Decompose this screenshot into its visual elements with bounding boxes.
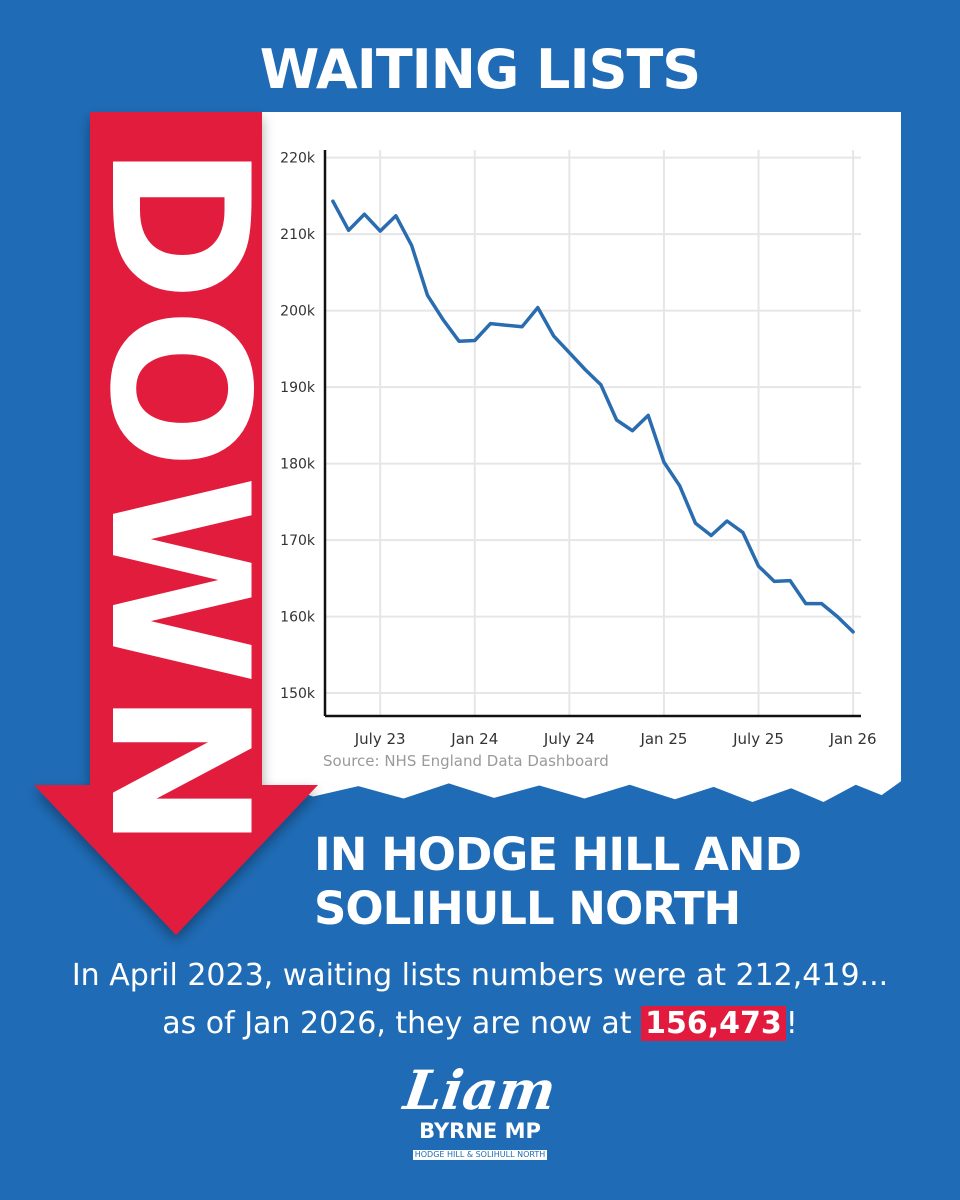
x-tick-label: Jan 24 xyxy=(451,730,499,748)
y-tick-label: 170k xyxy=(280,533,315,550)
headline: WAITING LISTS xyxy=(259,38,701,101)
x-tick-label: Jan 25 xyxy=(640,730,688,748)
y-tick-label: 180k xyxy=(280,456,315,473)
logo-constituency: HODGE HILL & SOLIHULL NORTH xyxy=(414,1150,546,1159)
y-tick-label: 210k xyxy=(280,227,315,244)
arrow-word: DOWN xyxy=(68,144,289,856)
summary-line2-suffix: ! xyxy=(785,1006,798,1041)
y-tick-label: 150k xyxy=(280,686,315,703)
y-tick-label: 190k xyxy=(280,380,315,397)
summary-line1: In April 2023, waiting lists numbers were at 212,419... xyxy=(71,958,889,993)
y-tick-label: 220k xyxy=(280,150,315,167)
x-tick-label: July 23 xyxy=(354,730,406,748)
x-tick-label: July 24 xyxy=(543,730,595,748)
liam-byrne-logo xyxy=(400,1060,560,1170)
y-tick-label: 200k xyxy=(280,303,315,320)
summary-text xyxy=(0,952,960,1048)
x-tick-label: Jan 26 xyxy=(829,730,877,748)
constituency-heading xyxy=(314,828,934,936)
y-tick-label: 160k xyxy=(280,609,315,626)
summary-line2-prefix: as of Jan 2026, they are now at xyxy=(162,1006,642,1041)
constituency-heading-line2: SOLIHULL NORTH xyxy=(314,882,741,935)
chart-source: Source: NHS England Data Dashboard xyxy=(323,752,609,770)
current-figure-highlight: 156,473 xyxy=(641,1006,786,1041)
summary-line2 xyxy=(0,1000,960,1048)
x-tick-label: July 25 xyxy=(733,730,784,748)
logo-name: BYRNE MP xyxy=(419,1119,541,1143)
logo-script: Liam xyxy=(400,1058,560,1122)
constituency-heading-line1: IN HODGE HILL AND xyxy=(314,828,801,881)
